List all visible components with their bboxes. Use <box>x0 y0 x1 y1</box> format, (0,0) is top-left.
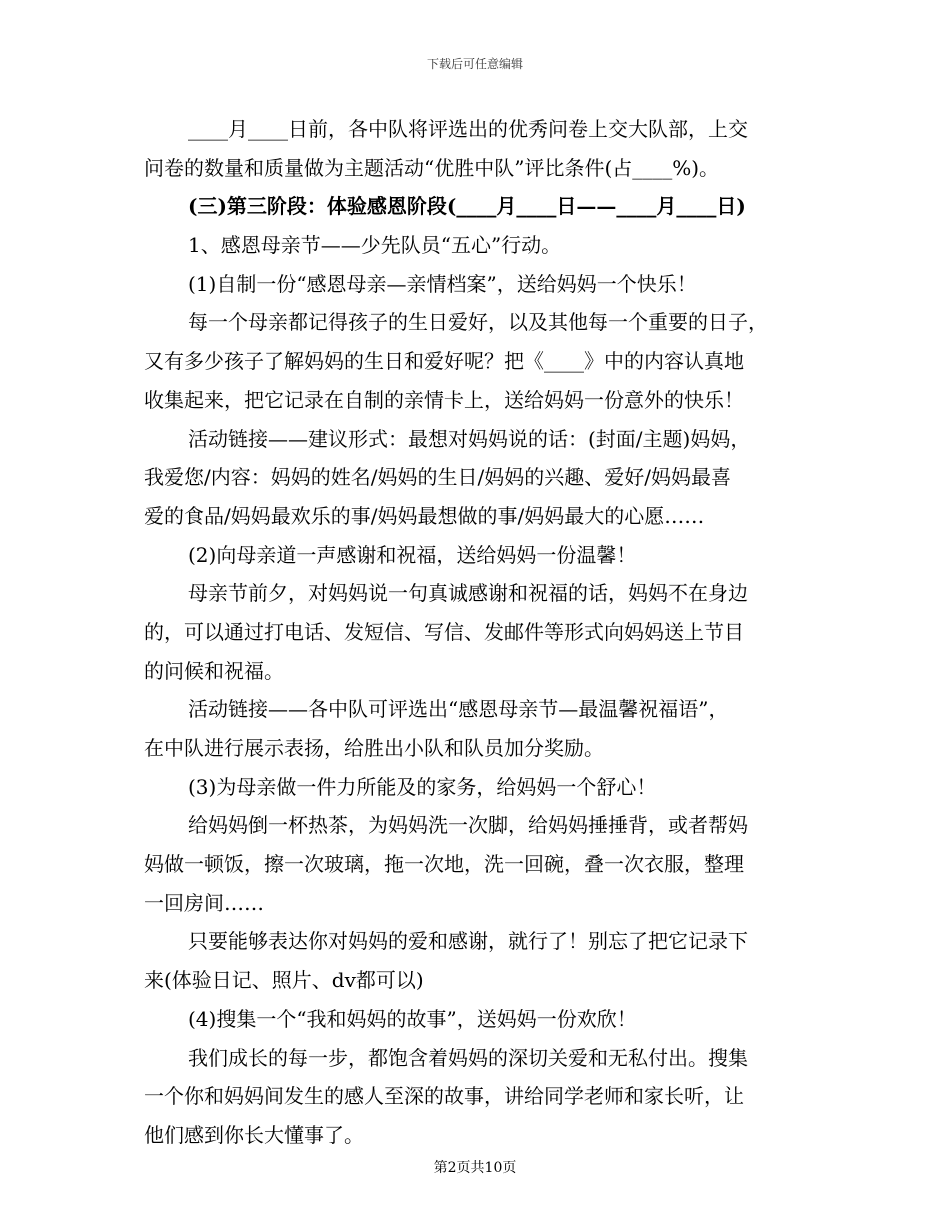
text-line: 一个你和妈妈间发生的感人至深的故事，讲给同学老师和家长听，让 <box>144 1084 744 1109</box>
item-heading: (1)自制一份“感恩母亲—亲情档案”，送给妈妈一个快乐！ <box>188 271 697 296</box>
text-line: 来(体验日记、照片、dv都可以) <box>144 968 424 993</box>
text-line: 收集起来，把它记录在自制的亲情卡上，送给妈妈一份意外的快乐！ <box>144 387 744 412</box>
text-line: 我们成长的每一步，都饱含着妈妈的深切关爱和无私付出。搜集 <box>188 1045 748 1070</box>
text-line: 他们感到你长大懂事了。 <box>144 1122 364 1147</box>
text-line: 爱的食品/妈妈最欢乐的事/妈妈最想做的事/妈妈最大的心愿…… <box>144 503 705 528</box>
page-footer: 第2页共10页 <box>433 1160 517 1176</box>
subsection-heading: 1、感恩母亲节——少先队员“五心”行动。 <box>188 233 562 258</box>
text-line: 一回房间…… <box>144 890 264 915</box>
section-heading: (三)第三阶段：体验感恩阶段(____月____日——____月____日) <box>188 194 746 219</box>
text-line: 只要能够表达你对妈妈的爱和感谢，就行了！别忘了把它记录下 <box>188 929 748 954</box>
text-line: 妈做一顿饭，擦一次玻璃，拖一次地，洗一回碗，叠一次衣服，整理 <box>144 852 744 877</box>
item-heading: (3)为母亲做一件力所能及的家务，给妈妈一个舒心！ <box>188 774 657 799</box>
text-line: ____月____日前，各中队将评选出的优秀问卷上交大队部，上交 <box>188 117 748 141</box>
page-header: 下载后可任意编辑 <box>426 57 523 71</box>
text-line: 的问候和祝福。 <box>144 658 284 683</box>
text-line: 的，可以通过打电话、发短信、写信、发邮件等形式向妈妈送上节目 <box>144 619 744 644</box>
item-heading: (4)搜集一个“我和妈妈的故事”，送妈妈一份欢欣！ <box>188 1006 637 1031</box>
text-line: 问卷的数量和质量做为主题活动“优胜中队”评比条件(占____%)。 <box>144 155 720 180</box>
text-line: 活动链接——建议形式：最想对妈妈说的话：(封面/主题)妈妈， <box>188 426 751 451</box>
text-line: 活动链接——各中队可评选出“感恩母亲节—最温馨祝福语”， <box>188 697 729 722</box>
text-line: 我爱您/内容：妈妈的姓名/妈妈的生日/妈妈的兴趣、爱好/妈妈最喜 <box>144 465 731 490</box>
text-line: 母亲节前夕，对妈妈说一句真诚感谢和祝福的话，妈妈不在身边 <box>188 581 748 606</box>
item-heading: (2)向母亲道一声感谢和祝福，送给妈妈一份温馨！ <box>188 542 637 567</box>
text-line: 在中队进行展示表扬，给胜出小队和队员加分奖励。 <box>144 736 604 760</box>
text-line: 又有多少孩子了解妈妈的生日和爱好呢？把《____》中的内容认真地 <box>144 349 744 374</box>
text-line: 给妈妈倒一杯热茶，为妈妈洗一次脚，给妈妈捶捶背，或者帮妈 <box>188 813 748 838</box>
document-body <box>144 110 810 1155</box>
text-line: 每一个母亲都记得孩子的生日爱好，以及其他每一个重要的日子， <box>188 310 768 335</box>
